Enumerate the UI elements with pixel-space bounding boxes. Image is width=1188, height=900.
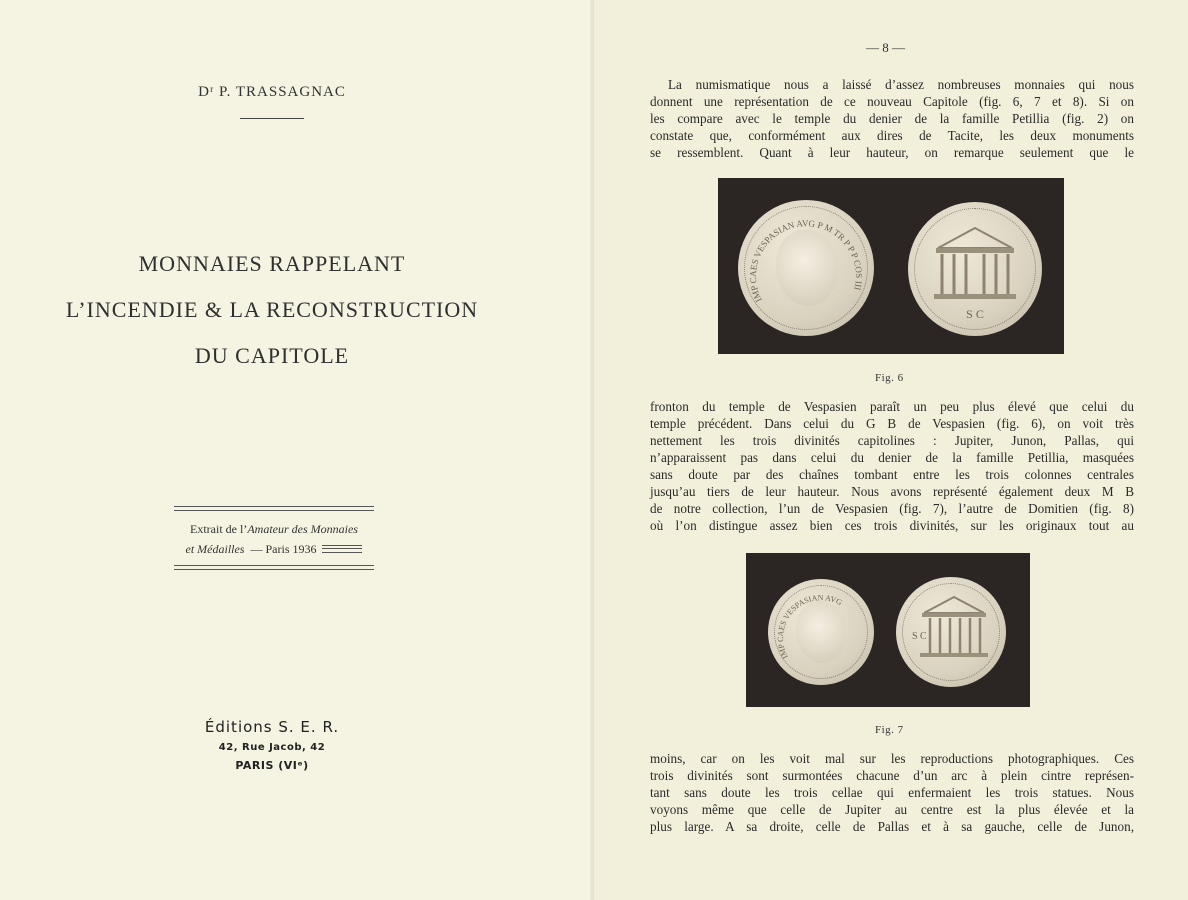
extract-note	[174, 511, 374, 565]
coin-legend-text	[738, 200, 874, 336]
publisher-name: Éditions S. E. R.	[204, 718, 340, 736]
book-title	[0, 248, 544, 386]
publisher-city: PARIS (VIᵉ)	[235, 759, 309, 772]
text-line: constate que, conformément aux dires de Tacite, les deux monuments	[650, 128, 1134, 143]
svg-text:S C: S C	[912, 631, 927, 642]
text-page	[594, 0, 1188, 900]
coin-obverse-fig6	[738, 200, 874, 336]
figure-caption-7: Fig. 7	[875, 724, 904, 736]
title-line-3: DU CAPITOLE	[194, 343, 350, 368]
text-line: les compare avec le temple du denier de la famille Petillia (fig. 2) on	[650, 111, 1134, 126]
extract-prefix: Extrait de l’	[190, 522, 248, 536]
text-line: trois divinités sont surmontées chacune d’un arc à plein cintre représen-	[650, 768, 1134, 783]
coin-obverse-fig7	[768, 579, 874, 685]
text-line: fronton du temple de Vespasien paraît un peu plus élevé que celui du	[650, 399, 1134, 414]
coin-photo-fig7	[746, 553, 1030, 707]
svg-text:IMP CAES VESPASIAN AVG P M TR: IMP CAES VESPASIAN AVG P M TR P P P COS III	[747, 218, 865, 304]
text-line: où l’on distingue assez bien ces trois divinités, sur les originaux tout au	[650, 518, 1134, 533]
text-line: voyons même que celle de Jupiter au centre est la plus élevée et la	[650, 802, 1134, 817]
title-line-2: L’INCENDIE & LA RECONSTRUCTION	[65, 297, 479, 322]
journal-name-2: et Médailles	[185, 542, 245, 556]
author-rule	[240, 118, 304, 119]
svg-text:IMP CAES VESPASIAN AVG: IMP CAES VESPASIAN AVG	[775, 593, 844, 661]
coin-photo-fig6	[718, 178, 1064, 354]
text-line: temple précédent. Dans celui du G B de Vespasien (fig. 6), on voit très	[650, 416, 1134, 431]
extract-bottom-rule	[174, 565, 374, 570]
extract-tail-rule	[322, 545, 362, 553]
text-line: de notre collection, l’un de Vespasien (fig. 7), l’autre de Domitien (fig. 8)	[650, 501, 1134, 516]
temple-icon	[896, 577, 1006, 687]
text-line: nettement les trois divinités capitolines : Jupiter, Junon, Pallas, qui	[650, 433, 1134, 448]
page-number: — 8 —	[866, 40, 905, 55]
coin-reverse-fig7	[896, 577, 1006, 687]
text-line: n’apparaissent pas dans celui du denier de la famille Petillia, masquées	[650, 450, 1134, 465]
coin-reverse-fig6	[908, 202, 1042, 336]
temple-icon	[908, 202, 1042, 336]
text-line: tant sans doute les trois cellae qui enfermaient les trois statues. Nous	[650, 785, 1134, 800]
coin-legend-text	[768, 579, 874, 685]
text-line: moins, car on les voit mal sur les reproductions photographiques. Ces	[650, 751, 1134, 766]
publisher-block	[0, 718, 544, 772]
text-line: La numismatique nous a laissé d’assez nombreuses monnaies qui nous	[668, 77, 1134, 92]
publisher-address: 42, Rue Jacob, 42	[218, 742, 326, 753]
title-line-1: MONNAIES RAPPELANT	[138, 251, 406, 276]
text-line: plus large. A sa droite, celle de Pallas et à sa gauche, celle de Junon,	[650, 819, 1134, 834]
svg-text:S C: S C	[966, 307, 984, 321]
text-line: sans doute par des chaînes tombant entre les trois colonnes centrales	[650, 467, 1134, 482]
journal-name-1: Amateur des Monnaies	[247, 522, 358, 536]
author-name: Dʳ P. TRASSAGNAC	[198, 84, 346, 100]
figure-caption-6: Fig. 6	[875, 372, 904, 384]
text-line: donnent une représentation de ce nouveau Capitole (fig. 6, 7 et 8). Si on	[650, 94, 1134, 109]
text-line: jusqu’au tiers de leur hauteur. Nous avons représenté également deux M B	[650, 484, 1134, 499]
extract-suffix: — Paris 1936	[250, 542, 317, 556]
text-line: se ressemblent. Quant à leur hauteur, on remarque seulement que le	[650, 145, 1134, 160]
paragraph-3	[650, 750, 1134, 835]
paragraph-1	[650, 76, 1134, 161]
paragraph-2	[650, 398, 1134, 534]
extract-box	[174, 506, 374, 570]
